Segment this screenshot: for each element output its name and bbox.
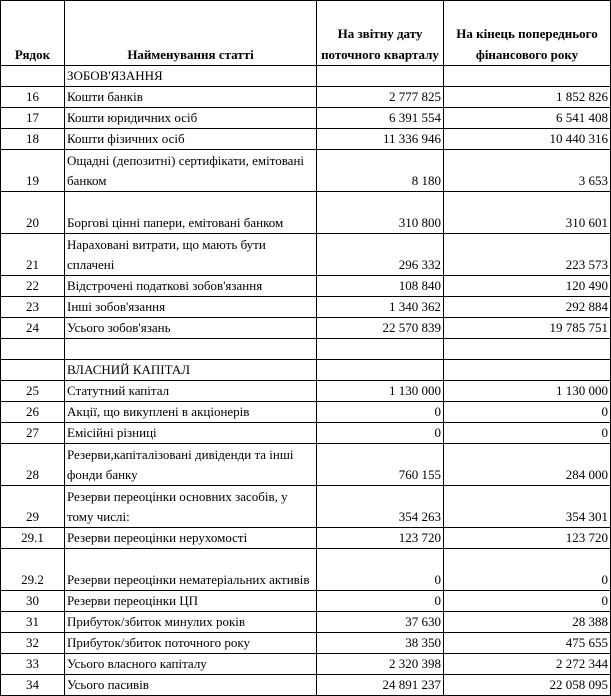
current-value: 760 155 xyxy=(317,444,444,486)
previous-value: 292 884 xyxy=(444,297,611,318)
row-number: 28 xyxy=(1,444,65,486)
row-number: 29 xyxy=(1,486,65,528)
previous-value: 19 785 751 xyxy=(444,318,611,339)
row-number: 34 xyxy=(1,675,65,696)
item-name: Кошти фізичних осіб xyxy=(65,129,317,150)
row-number: 16 xyxy=(1,87,65,108)
row-number: 26 xyxy=(1,402,65,423)
current-value: 38 350 xyxy=(317,633,444,654)
row-number: 31 xyxy=(1,612,65,633)
current-value: 0 xyxy=(317,423,444,444)
row-number: 23 xyxy=(1,297,65,318)
current-value: 24 891 237 xyxy=(317,675,444,696)
row-number: 27 xyxy=(1,423,65,444)
row-number: 20 xyxy=(1,192,65,234)
table-row xyxy=(1,66,611,87)
item-name: Усього зобов'язань xyxy=(65,318,317,339)
item-name: Резерви переоцінки нерухомості xyxy=(65,528,317,549)
previous-value xyxy=(444,360,611,381)
current-value xyxy=(317,360,444,381)
table-row xyxy=(1,675,611,696)
previous-value: 10 440 316 xyxy=(444,129,611,150)
current-value: 2 777 825 xyxy=(317,87,444,108)
row-number xyxy=(1,339,65,360)
current-value: 1 130 000 xyxy=(317,381,444,402)
current-value: 1 340 362 xyxy=(317,297,444,318)
table-row xyxy=(1,276,611,297)
table-row xyxy=(1,402,611,423)
table-row xyxy=(1,192,611,234)
table-row xyxy=(1,591,611,612)
table-body xyxy=(1,66,611,696)
table-row xyxy=(1,234,611,276)
current-value: 0 xyxy=(317,549,444,591)
table-row xyxy=(1,444,611,486)
row-number: 29.1 xyxy=(1,528,65,549)
table-row xyxy=(1,150,611,192)
current-value: 108 840 xyxy=(317,276,444,297)
table-row xyxy=(1,528,611,549)
previous-value xyxy=(444,66,611,87)
previous-value: 0 xyxy=(444,591,611,612)
table-row xyxy=(1,360,611,381)
previous-value: 1 852 826 xyxy=(444,87,611,108)
item-name: Акції, що викуплені в акціонерів xyxy=(65,402,317,423)
table-row xyxy=(1,381,611,402)
previous-value: 223 573 xyxy=(444,234,611,276)
row-number: 32 xyxy=(1,633,65,654)
current-value xyxy=(317,66,444,87)
header-row-number: Рядок xyxy=(1,1,65,66)
table-row xyxy=(1,612,611,633)
previous-value: 3 653 xyxy=(444,150,611,192)
current-value: 37 630 xyxy=(317,612,444,633)
table-row xyxy=(1,549,611,591)
current-value: 310 800 xyxy=(317,192,444,234)
item-name: Кошти юридичних осіб xyxy=(65,108,317,129)
row-number: 17 xyxy=(1,108,65,129)
current-value: 296 332 xyxy=(317,234,444,276)
current-value: 2 320 398 xyxy=(317,654,444,675)
table-row xyxy=(1,108,611,129)
previous-value: 0 xyxy=(444,423,611,444)
previous-value: 22 058 095 xyxy=(444,675,611,696)
table-row xyxy=(1,339,611,360)
item-name: Усього власного капіталу xyxy=(65,654,317,675)
item-name: Прибуток/збиток минулих років xyxy=(65,612,317,633)
item-name xyxy=(65,339,317,360)
current-value: 354 263 xyxy=(317,486,444,528)
table-row xyxy=(1,486,611,528)
previous-value: 1 130 000 xyxy=(444,381,611,402)
row-number: 25 xyxy=(1,381,65,402)
item-name: Інші зобов'язання xyxy=(65,297,317,318)
item-name: Нараховані витрати, що мають бути сплачені xyxy=(65,234,317,276)
current-value: 123 720 xyxy=(317,528,444,549)
header-item-name: Найменування статті xyxy=(65,1,317,66)
row-number: 24 xyxy=(1,318,65,339)
row-number: 29.2 xyxy=(1,549,65,591)
table-row xyxy=(1,654,611,675)
previous-value: 354 301 xyxy=(444,486,611,528)
previous-value: 0 xyxy=(444,549,611,591)
row-number: 21 xyxy=(1,234,65,276)
previous-value xyxy=(444,339,611,360)
previous-value: 28 388 xyxy=(444,612,611,633)
item-name: Усього пасивів xyxy=(65,675,317,696)
row-number: 22 xyxy=(1,276,65,297)
item-name: Резерви переоцінки ЦП xyxy=(65,591,317,612)
table-row xyxy=(1,318,611,339)
item-name: Відстрочені податкові зобов'язання xyxy=(65,276,317,297)
previous-value: 2 272 344 xyxy=(444,654,611,675)
table-row xyxy=(1,633,611,654)
row-number: 18 xyxy=(1,129,65,150)
previous-value: 475 655 xyxy=(444,633,611,654)
header-current-quarter: На звітну дату поточного кварталу xyxy=(317,1,444,66)
current-value: 11 336 946 xyxy=(317,129,444,150)
previous-value: 310 601 xyxy=(444,192,611,234)
current-value: 0 xyxy=(317,591,444,612)
current-value: 6 391 554 xyxy=(317,108,444,129)
row-number: 19 xyxy=(1,150,65,192)
current-value: 22 570 839 xyxy=(317,318,444,339)
table-row xyxy=(1,297,611,318)
item-name: Прибуток/збиток поточного року xyxy=(65,633,317,654)
item-name: Резерви переоцінки нематеріальних активів xyxy=(65,549,317,591)
previous-value: 284 000 xyxy=(444,444,611,486)
current-value: 0 xyxy=(317,402,444,423)
header-row xyxy=(1,1,611,66)
previous-value: 120 490 xyxy=(444,276,611,297)
item-name: Ощадні (депозитні) сертифікати, емітовані банком xyxy=(65,150,317,192)
item-name: ВЛАСНИЙ КАПІТАЛ xyxy=(65,360,317,381)
table-row xyxy=(1,423,611,444)
current-value: 8 180 xyxy=(317,150,444,192)
item-name: Кошти банків xyxy=(65,87,317,108)
row-number xyxy=(1,66,65,87)
item-name: Боргові цінні папери, емітовані банком xyxy=(65,192,317,234)
row-number xyxy=(1,360,65,381)
current-value xyxy=(317,339,444,360)
item-name: Резерви,капіталізовані дивіденди та інші фонди банку xyxy=(65,444,317,486)
header-previous-year: На кінець попереднього фінансового року xyxy=(444,1,611,66)
previous-value: 0 xyxy=(444,402,611,423)
table-row xyxy=(1,129,611,150)
previous-value: 123 720 xyxy=(444,528,611,549)
item-name: Емісійні різниці xyxy=(65,423,317,444)
item-name: ЗОБОВ'ЯЗАННЯ xyxy=(65,66,317,87)
item-name: Резерви переоцінки основних засобів, у тому числі: xyxy=(65,486,317,528)
item-name: Статутний капітал xyxy=(65,381,317,402)
row-number: 33 xyxy=(1,654,65,675)
row-number: 30 xyxy=(1,591,65,612)
table-row xyxy=(1,87,611,108)
previous-value: 6 541 408 xyxy=(444,108,611,129)
